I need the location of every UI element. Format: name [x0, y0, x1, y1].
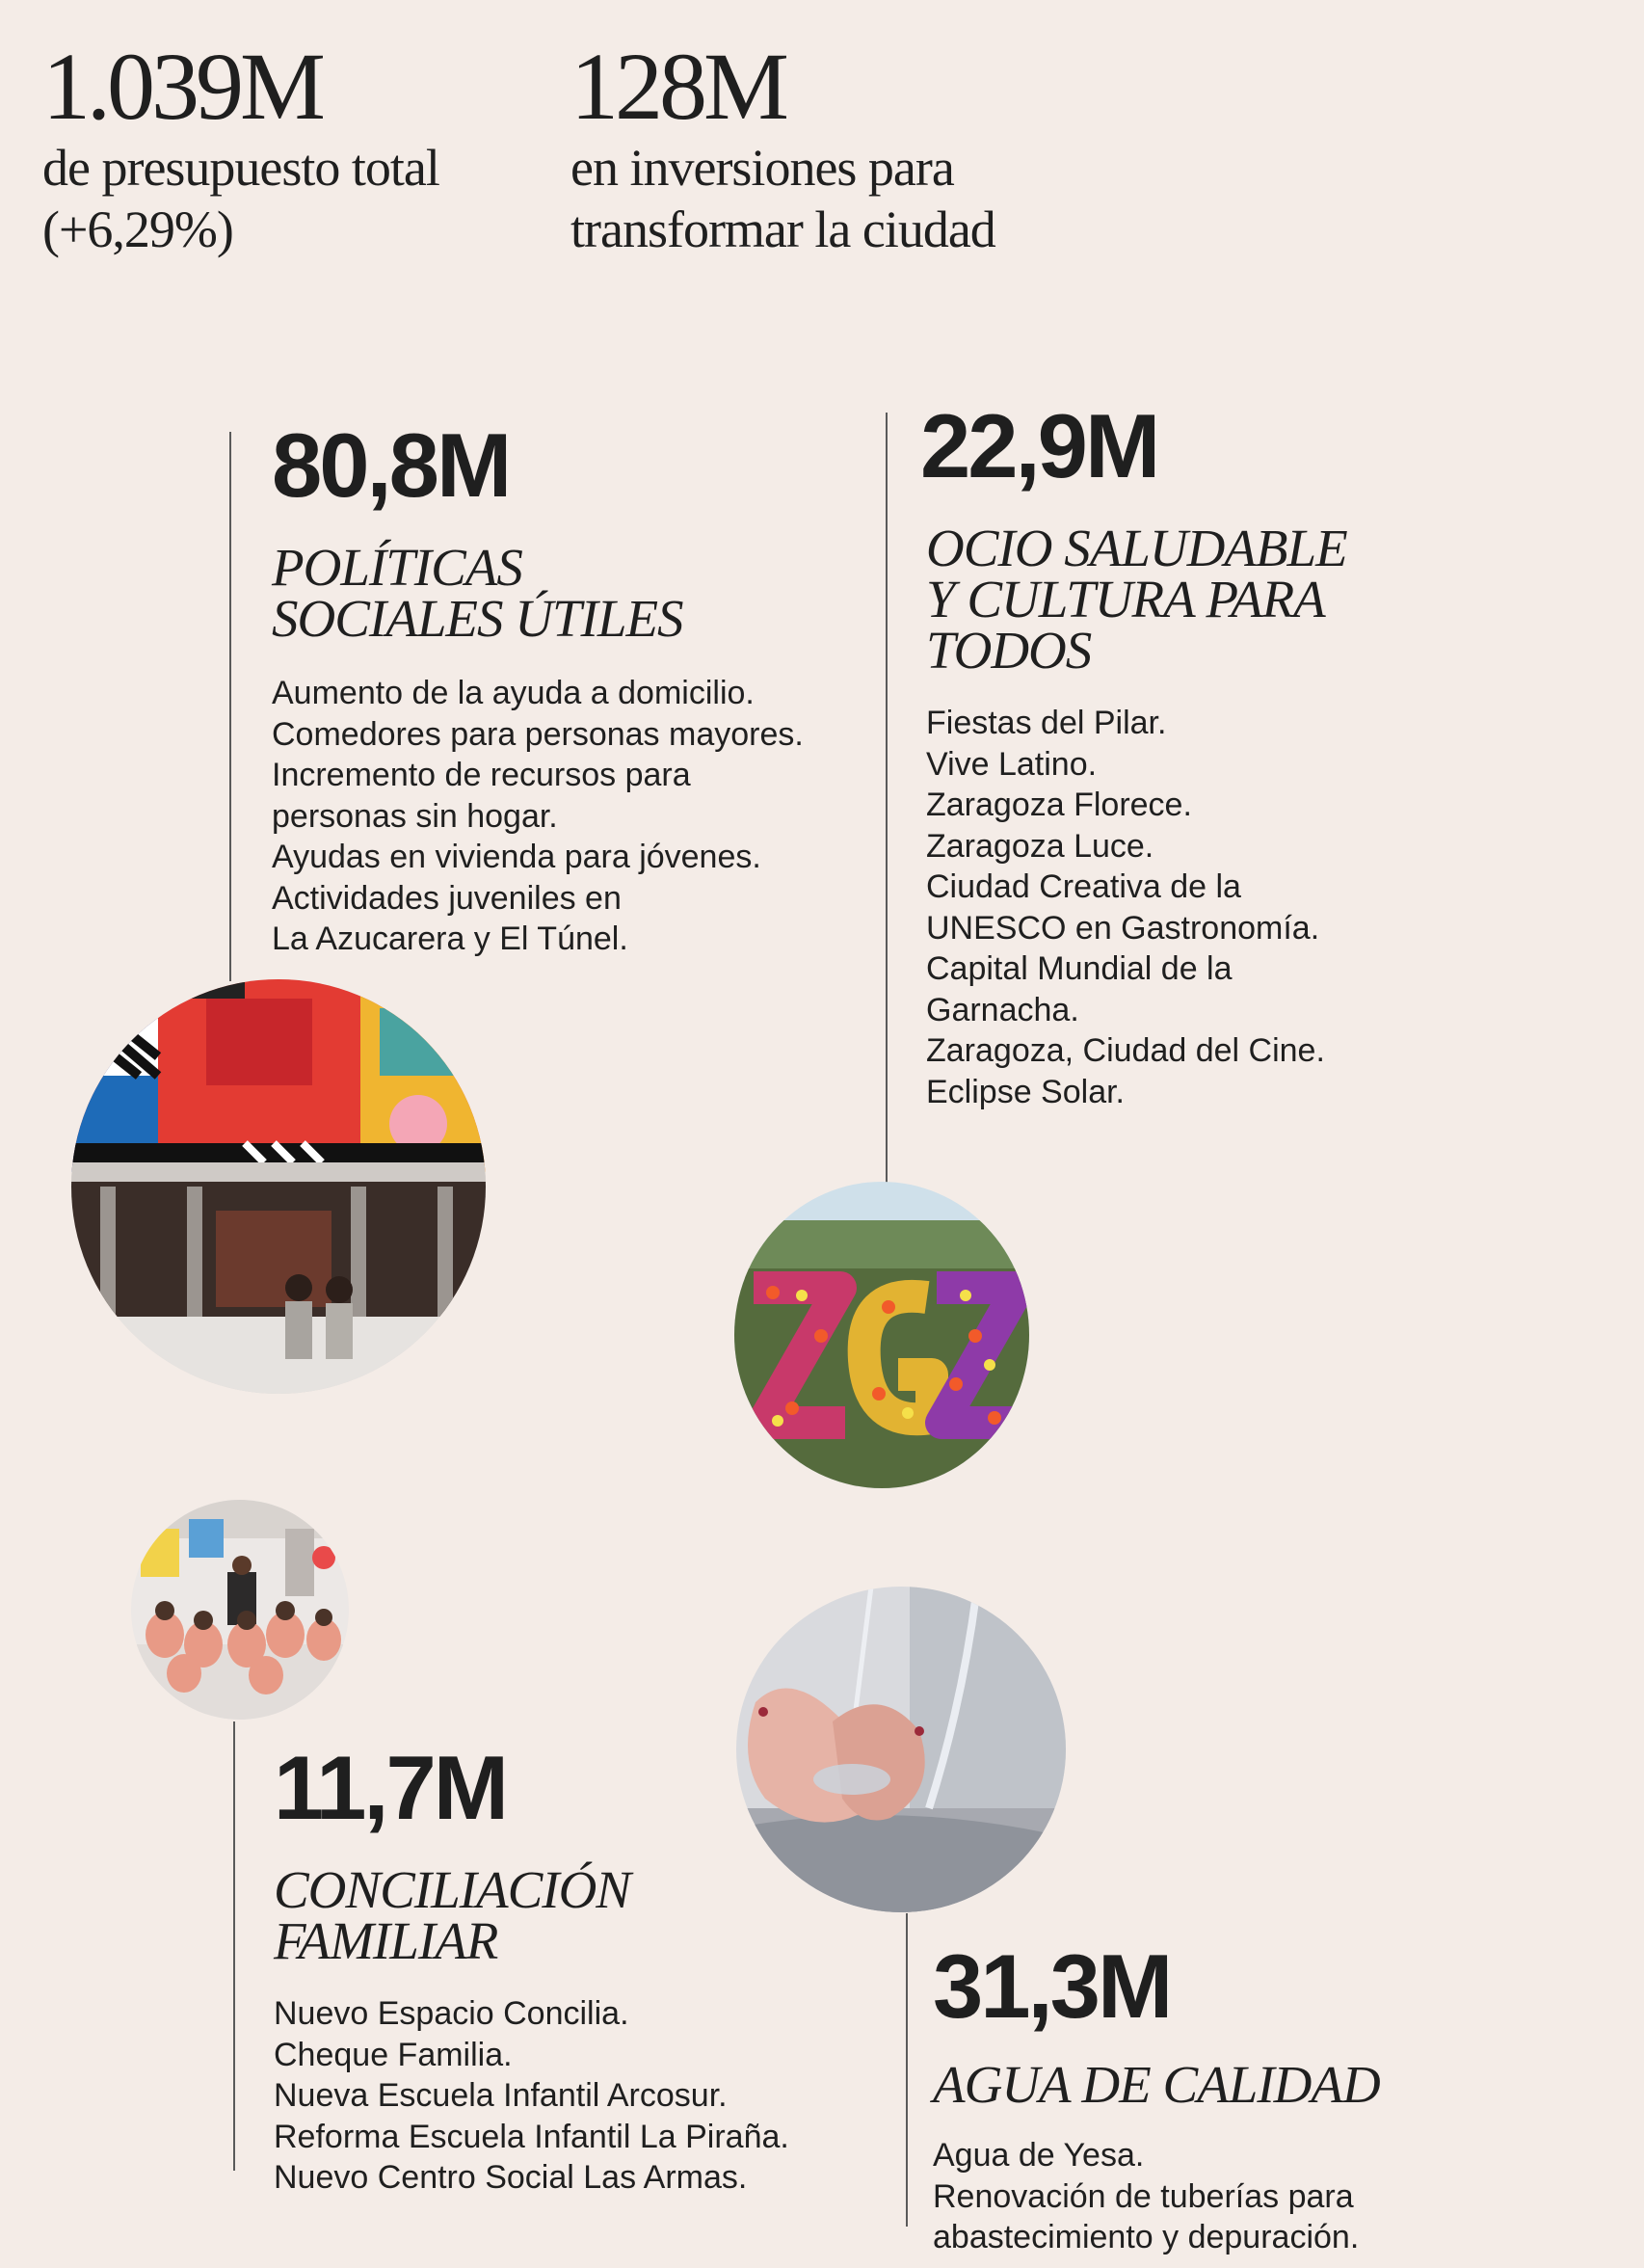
section-title-line: OCIO SALUDABLE [926, 519, 1347, 577]
section-amount: 11,7M [274, 1737, 507, 1838]
section-amount: 31,3M [933, 1935, 1171, 2037]
section-title-line: Y CULTURA PARA [926, 570, 1325, 628]
list-item: Renovación de tuberías para [933, 2177, 1354, 2215]
section-amount: 22,9M [920, 395, 1158, 496]
section-title-line: FAMILIAR [274, 1911, 498, 1970]
stat-investments-line-1: en inversiones para [570, 139, 954, 197]
section-agua [933, 1935, 1380, 2258]
list-item: Nueva Escuela Infantil Arcosur. [274, 2077, 728, 2114]
rule-social [229, 432, 231, 981]
section-title-line: SOCIALES ÚTILES [272, 589, 683, 648]
list-item: Ayudas en vivienda para jóvenes. [272, 839, 761, 875]
list-item: Eclipse Solar. [926, 1073, 1125, 1110]
section-title-line: AGUA DE CALIDAD [933, 2055, 1380, 2114]
list-item: Capital Mundial de la [926, 950, 1233, 987]
list-item: Zaragoza Luce. [926, 827, 1154, 865]
list-item: abastecimiento y depuración. [933, 2219, 1360, 2255]
stat-investments [570, 33, 995, 260]
list-item: Zaragoza, Ciudad del Cine. [926, 1032, 1325, 1069]
stat-investments-value: 128M [570, 33, 785, 140]
list-item: Nuevo Centro Social Las Armas. [274, 2159, 748, 2196]
section-title [272, 538, 804, 648]
section-amount: 80,8M [272, 414, 510, 516]
section-title-line: TODOS [926, 621, 1092, 680]
list-item: Zaragoza Florece. [926, 787, 1192, 823]
list-item: La Azucarera y El Túnel. [272, 921, 628, 957]
section-items [926, 703, 1347, 1112]
section-items [274, 1993, 789, 2199]
rule-conciliacion [233, 1721, 235, 2171]
list-item: Actividades juveniles en [272, 879, 622, 917]
list-item: Ciudad Creativa de la [926, 868, 1241, 905]
list-item: Aumento de la ayuda a domicilio. [272, 675, 755, 711]
section-politicas-sociales [272, 414, 804, 960]
list-item: UNESCO en Gastronomía. [926, 909, 1320, 947]
photo-azucarera-mural [71, 979, 486, 1394]
list-item: Garnacha. [926, 991, 1079, 1028]
rule-agua [906, 1913, 908, 2227]
section-title-line: POLÍTICAS [272, 538, 522, 597]
section-title-line: CONCILIACIÓN [274, 1860, 630, 1919]
section-title [933, 2055, 1380, 2114]
section-conciliacion [274, 1737, 789, 2199]
stat-total-line-1: de presupuesto total [42, 139, 439, 197]
list-item: Comedores para personas mayores. [272, 715, 804, 753]
list-item: Vive Latino. [926, 745, 1098, 783]
list-item: Nuevo Espacio Concilia. [274, 1995, 629, 2032]
stat-total-line-2: (+6,29%) [42, 200, 233, 258]
stat-total-value: 1.039M [42, 33, 322, 140]
photo-zgz-flores [734, 1182, 1029, 1488]
photo-escuela-infantil [131, 1500, 349, 1720]
list-item: Fiestas del Pilar. [926, 705, 1167, 741]
list-item: Agua de Yesa. [933, 2137, 1145, 2174]
list-item: Cheque Familia. [274, 2036, 513, 2073]
list-item: Reforma Escuela Infantil La Piraña. [274, 2118, 789, 2155]
section-title [274, 1860, 789, 1970]
list-item: personas sin hogar. [272, 797, 558, 835]
section-items [272, 673, 804, 960]
section-items [933, 2135, 1380, 2258]
photo-agua-manos [736, 1587, 1066, 1912]
list-item: Incremento de recursos para [272, 757, 691, 793]
stat-investments-line-2: transformar la ciudad [570, 200, 995, 258]
section-ocio-cultura [920, 395, 1347, 1112]
section-title [926, 519, 1347, 680]
stat-total-budget [42, 33, 439, 260]
rule-ocio [886, 413, 888, 1184]
